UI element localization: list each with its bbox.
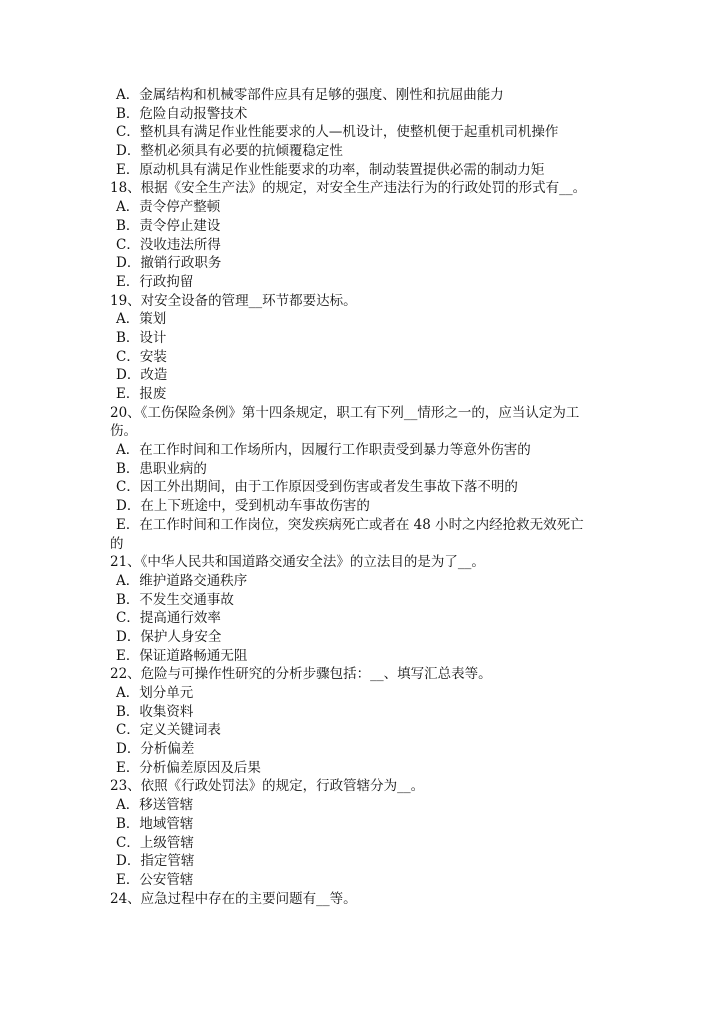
- answer-option-line: C．上级管辖: [116, 834, 194, 851]
- answer-option-line: A．维护道路交通秩序: [116, 572, 248, 589]
- answer-option-line: D．在上下班途中，受到机动车事故伤害的: [116, 498, 370, 515]
- answer-option-line: A．策划: [116, 311, 167, 328]
- question-line: 19、对安全设备的管理__环节都要达标。: [110, 292, 357, 309]
- question-line: 的: [110, 535, 124, 552]
- question-line: 22、危险与可操作性研究的分析步骤包括：__、填写汇总表等。: [110, 666, 492, 683]
- answer-option-line: E．原动机具有满足作业性能要求的功率，制动装置提供必需的制动力矩: [116, 161, 545, 178]
- answer-option-line: D．指定管辖: [116, 853, 195, 870]
- answer-option-line: E．分析偏差原因及后果: [116, 759, 261, 776]
- question-line: 20、《工伤保险条例》第十四条规定，职工有下列__情形之一的，应当认定为工: [110, 404, 580, 421]
- answer-option-line: E．公安管辖: [116, 871, 194, 888]
- question-line: 23、依照《行政处罚法》的规定，行政管辖分为__。: [110, 778, 425, 795]
- answer-option-line: D．整机必须具有必要的抗倾覆稳定性: [116, 143, 343, 160]
- question-line: 21、《中华人民共和国道路交通安全法》的立法目的是为了__。: [110, 554, 485, 571]
- answer-option-line: C．安装: [116, 348, 167, 365]
- answer-option-line: D．改造: [116, 367, 168, 384]
- answer-option-line: B．不发生交通事故: [116, 591, 234, 608]
- answer-option-line: A．责令停产整顿: [116, 199, 221, 216]
- answer-option-line: E．保证道路畅通无阻: [116, 647, 248, 664]
- answer-option-line: A．移送管辖: [116, 797, 194, 814]
- answer-option-line: A．金属结构和机械零部件应具有足够的强度、刚性和抗屈曲能力: [116, 87, 504, 103]
- answer-option-line: B．患职业病的: [116, 460, 207, 477]
- answer-option-line: D．保护人身安全: [116, 628, 222, 645]
- answer-option-line: A．划分单元: [116, 685, 194, 701]
- answer-option-line: C．整机具有满足作业性能要求的人—机设计，使整机便于起重机司机操作: [116, 124, 559, 141]
- answer-option-line: E．行政拘留: [116, 273, 194, 290]
- answer-option-line: E．在工作时间和工作岗位，突发疾病死亡或者在 48 小时之内经抢救无效死亡: [116, 516, 584, 533]
- exam-text-body: [110, 86, 620, 908]
- question-line: 18、根据《安全生产法》的规定，对安全生产违法行为的行政处罚的形式有__。: [110, 180, 587, 197]
- answer-option-line: E．报废: [116, 386, 167, 402]
- answer-option-line: B．地域管辖: [116, 815, 194, 832]
- answer-option-line: B．危险自动报警技术: [116, 105, 248, 122]
- answer-option-line: C．因工外出期间，由于工作原因受到伤害或者发生事故下落不明的: [116, 479, 518, 496]
- answer-option-line: B．设计: [116, 329, 167, 346]
- answer-option-line: B．收集资料: [116, 703, 194, 720]
- answer-option-line: C．没收违法所得: [116, 236, 221, 253]
- answer-option-line: D．分析偏差: [116, 741, 195, 758]
- question-line: 24、应急过程中存在的主要问题有__等。: [110, 890, 357, 907]
- answer-option-line: C．提高通行效率: [116, 610, 221, 627]
- question-line: 伤。: [110, 423, 137, 440]
- answer-option-line: A．在工作时间和工作场所内，因履行工作职责受到暴力等意外伤害的: [116, 442, 531, 459]
- answer-option-line: D．撤销行政职务: [116, 255, 222, 272]
- answer-option-line: C．定义关键词表: [116, 722, 221, 739]
- answer-option-line: B．责令停止建设: [116, 217, 221, 234]
